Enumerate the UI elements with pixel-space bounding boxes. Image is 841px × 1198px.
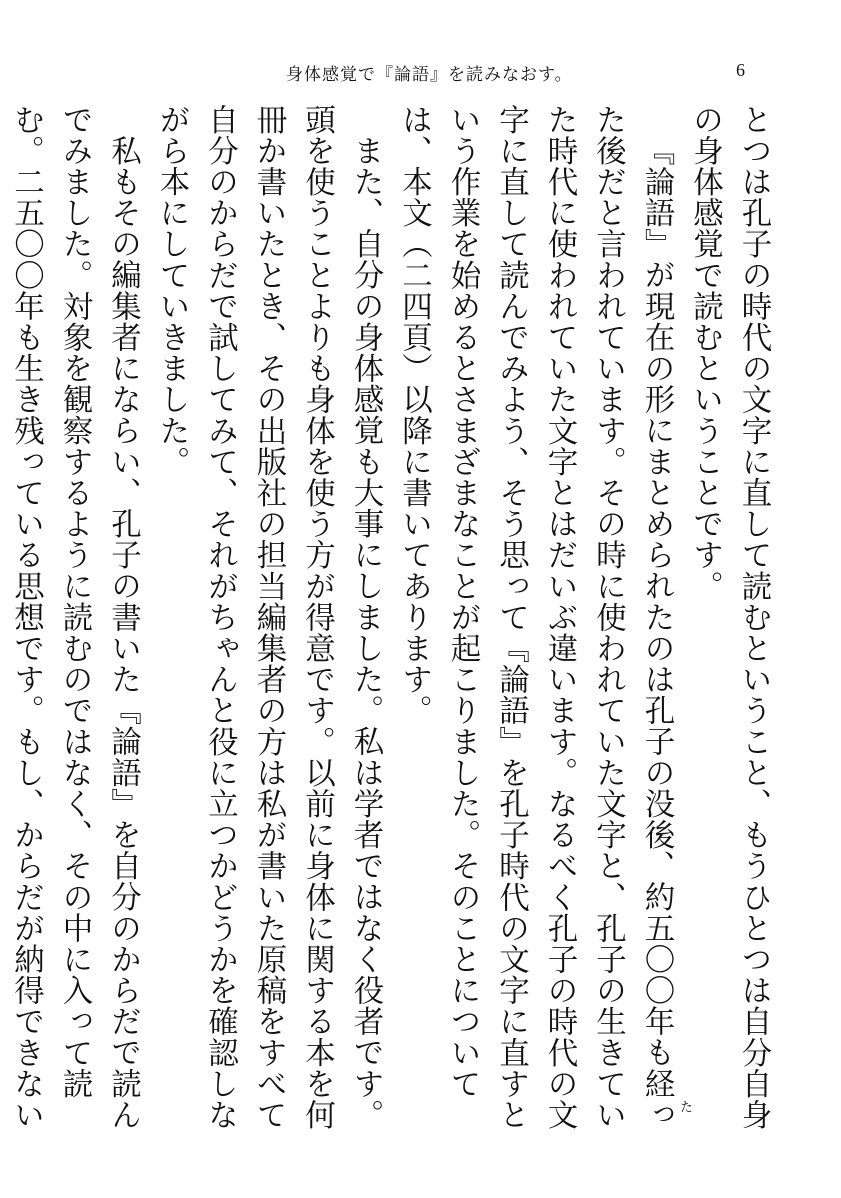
- ruby-base-text: 経: [639, 1067, 674, 1099]
- paragraph-1-text-a: 『論語』が現在の形にまとめられたのは孔子の没後、約五〇〇年も: [639, 134, 674, 1068]
- paragraph-1-text-b: った後だと言われています。その時に使われていた文字と、孔子の生きていた時代に使われていた文字とはだいぶ違います。なるべく孔子の時代の文字に直して読んでみよう、そう思って『論語』を孔子時代の文字に直すという作業を始めるとさまざまなことが起こりました。そのことについては、本文（二四頁）以降に書いてあります。: [396, 104, 674, 1131]
- paragraph-2: また、自分の身体感覚も大事にしました。私は学者ではなく役者です。頭を使うことよりも身体を使う方が得意です。以前に身体に関する本を何冊か書いたとき、その出版社の担当編集者の方は私が書いた原稿をすべて自分のからだで試してみて、それがちゃんと役に立つかどうかを確認しながら本にしていきました。: [154, 104, 383, 1131]
- paragraph-1: [389, 104, 692, 1154]
- page-number: 6: [736, 60, 745, 80]
- running-header: 身体感覚で『論語』を読みなおす。: [286, 65, 573, 85]
- furigana: た: [677, 1100, 692, 1114]
- paragraph-continuation: とつは孔子の時代の文字に直して読むということ、もうひとつは自分自身の身体感覚で読むということです。: [687, 104, 771, 1131]
- paragraph-3: 私もその編集者にならい、孔子の書いた『論語』を自分のからだで読んでみました。対象を観察するように読むのではなく、その中に入って読む。二五〇〇年も生き残っている思想です。もし、からだが納得できない: [8, 104, 141, 1131]
- ruby-word: [639, 1067, 692, 1114]
- body-text: [0, 104, 777, 1154]
